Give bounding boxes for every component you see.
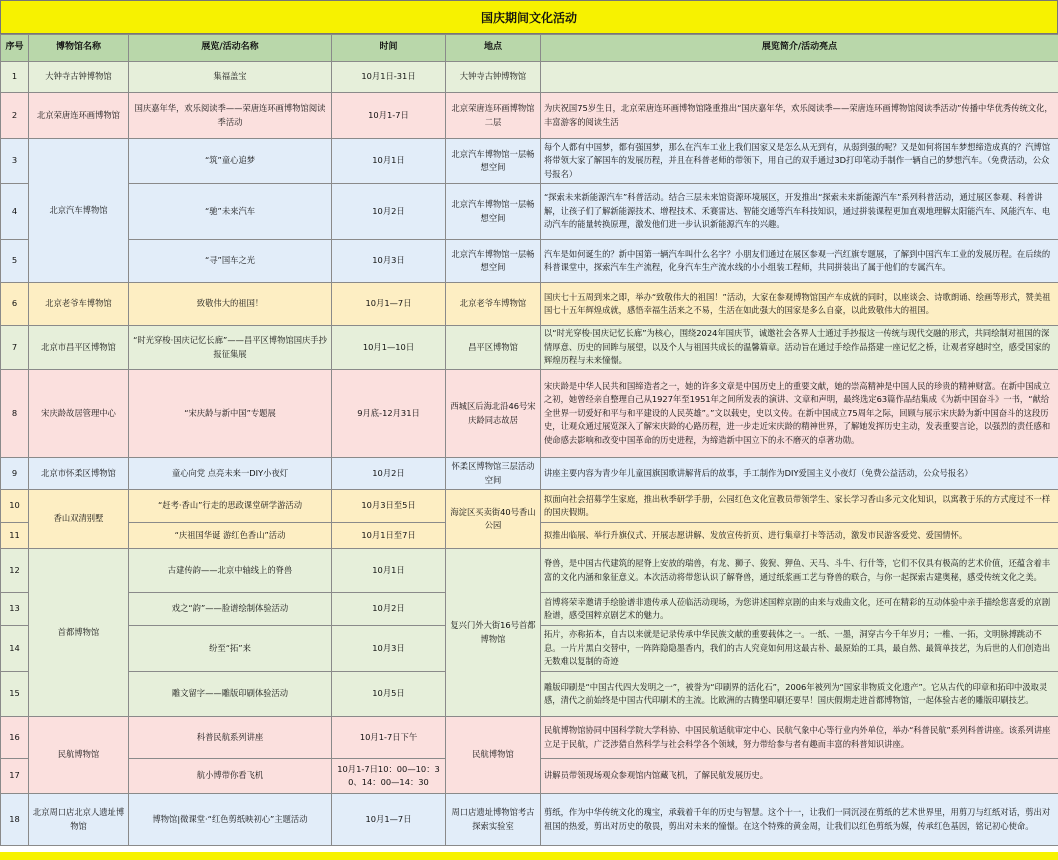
cell-desc: 拓片，亦称拓本，自古以来就是记录传承中华民族文献的重要载体之一。一纸、一墨，洞穿古今千年岁月；一椎、一拓，文明脉搏跳动不息。一片片黑白交替中，一阵阵隐隐墨香内，我们的古人究竟如何用这最古朴、最原始的工具，最自然、最简单技艺，为后世的人们创造出无数难以复制的奇迹 <box>541 626 1058 672</box>
cell-no: 17 <box>1 759 29 794</box>
cell-time: 10月1日-31日 <box>332 62 446 93</box>
table-row <box>1 139 1058 184</box>
cell-event: 雕文留字——雕版印刷体验活动 <box>129 672 332 717</box>
cell-time: 10月2日 <box>332 184 446 240</box>
cell-time: 10月1-7日 <box>332 93 446 139</box>
table-row <box>1 717 1058 759</box>
events-table <box>0 34 1058 846</box>
cell-event: 国庆嘉年华，欢乐阅读季——荣唐连环画博物馆阅读季活动 <box>129 93 332 139</box>
cell-time: 10月3日 <box>332 240 446 283</box>
cell-event: 博物馆|微课堂·“红色剪纸映初心”主题活动 <box>129 794 332 846</box>
cell-place: 北京汽车博物馆一层畅想空间 <box>446 240 541 283</box>
cell-no: 14 <box>1 626 29 672</box>
cell-time: 10月1日 <box>332 549 446 593</box>
cell-museum: 北京汽车博物馆 <box>29 139 129 283</box>
cell-event: “驰”未来汽车 <box>129 184 332 240</box>
table-row <box>1 794 1058 846</box>
cell-time: 10月2日 <box>332 458 446 490</box>
table-row <box>1 93 1058 139</box>
cell-event: “筑”童心追梦 <box>129 139 332 184</box>
cell-no: 2 <box>1 93 29 139</box>
cell-place: 北京老爷车博物馆 <box>446 283 541 326</box>
header-museum: 博物馆名称 <box>29 35 129 62</box>
table-row <box>1 490 1058 523</box>
cell-desc: 为庆祝国75岁生日，北京荣唐连环画博物馆隆重推出“国庆嘉年华，欢乐阅读季——荣唐连环画博物馆阅读季活动”传播中华优秀传统文化，丰富游客的阅读生活 <box>541 93 1058 139</box>
table-row <box>1 326 1058 370</box>
table-row <box>1 549 1058 593</box>
cell-museum: 民航博物馆 <box>29 717 129 794</box>
cell-desc: 脊兽，是中国古代建筑的屋脊上安放的瑞兽，有龙、狮子、狻猊、狎鱼、天马、斗牛、行什等，它们不仅具有极高的艺术价值，还蕴含着丰富的文化内涵和象征意义。本次活动将带您认识了解脊兽，通过纸浆画工艺与脊兽的联合，与你一起探索古建奥秘，感受传统文化之美。 <box>541 549 1058 593</box>
cell-time: 10月3日 <box>332 626 446 672</box>
cell-time: 10月1—7日 <box>332 794 446 846</box>
table-row <box>1 458 1058 490</box>
cell-no: 3 <box>1 139 29 184</box>
cell-event: 集福盖宝 <box>129 62 332 93</box>
cell-no: 1 <box>1 62 29 93</box>
cell-desc: 雕版印刷是“中国古代四大发明之一”，被誉为“印刷界的活化石”，2006年被列为“国家非物质文化遗产”。它从古代的印章和拓印中汲取灵感，清代之前始终是中国古代印刷术的主流。比欧洲的古腾堡印刷还要早！国庆假期走进首都博物馆，一起体验古老的雕版印刷技艺。 <box>541 672 1058 717</box>
cell-no: 6 <box>1 283 29 326</box>
cell-place: 复兴门外大街16号首都博物馆 <box>446 549 541 717</box>
cell-desc: 讲解员带领现场观众参观馆内馆藏飞机，了解民航发展历史。 <box>541 759 1058 794</box>
cell-museum: 北京周口店北京人遗址博物馆 <box>29 794 129 846</box>
bottom-strip <box>0 852 1058 860</box>
cell-event: “赶考·香山”行走的思政课堂研学游活动 <box>129 490 332 523</box>
cell-no: 18 <box>1 794 29 846</box>
cell-place: 北京汽车博物馆一层畅想空间 <box>446 184 541 240</box>
cell-place: 海淀区买卖街40号香山公园 <box>446 490 541 549</box>
cell-museum: 北京老爷车博物馆 <box>29 283 129 326</box>
cell-place: 怀柔区博物馆三层活动空间 <box>446 458 541 490</box>
header-desc: 展览简介/活动亮点 <box>541 35 1058 62</box>
cell-museum: 大钟寺古钟博物馆 <box>29 62 129 93</box>
table-row <box>1 370 1058 458</box>
cell-museum: 北京市昌平区博物馆 <box>29 326 129 370</box>
cell-no: 7 <box>1 326 29 370</box>
cell-no: 12 <box>1 549 29 593</box>
cell-event: 纷至“拓”来 <box>129 626 332 672</box>
cell-place: 北京汽车博物馆一层畅想空间 <box>446 139 541 184</box>
cell-place: 民航博物馆 <box>446 717 541 794</box>
cell-time: 10月1-7日10：00—10：30、14：00—14：30 <box>332 759 446 794</box>
table-row <box>1 62 1058 93</box>
header-time: 时间 <box>332 35 446 62</box>
cell-event: 古建传韵——北京中轴线上的脊兽 <box>129 549 332 593</box>
cell-place: 大钟寺古钟博物馆 <box>446 62 541 93</box>
cell-desc: 汽车是如何诞生的？新中国第一辆汽车叫什么名字？小朋友们通过在展区参观一汽红旗专题展，了解到中国汽车工业的发展历程。在后续的科普课堂中，探索汽车生产流程，化身汽车生产流水线的小小组装工程师，共同拼装出了属于他们的专属汽车。 <box>541 240 1058 283</box>
cell-no: 15 <box>1 672 29 717</box>
cell-time: 10月5日 <box>332 672 446 717</box>
cell-place: 西城区后海北沿46号宋庆龄同志故居 <box>446 370 541 458</box>
cell-museum: 北京荣唐连环画博物馆 <box>29 93 129 139</box>
cell-place: 北京荣唐连环画博物馆二层 <box>446 93 541 139</box>
cell-desc: “探索未来新能源汽车”科普活动。结合三层未来馆资源环境展区，开发推出“探索未来新能源汽车”系列科普活动，通过展区参观、科普讲解，让孩子们了解新能源技术、增程技术、禾赛雷达、智能交通等汽车科技知识，通过拼装课程更加直观地理解太阳能汽车、风能汽车、电动汽车的能量转换原理，激发他们进一步认识新能源汽车的兴趣。 <box>541 184 1058 240</box>
cell-no: 4 <box>1 184 29 240</box>
cell-no: 5 <box>1 240 29 283</box>
cell-desc: 拟推出临展、举行升旗仪式、开展志愿讲解、发放宣传折页、进行集章打卡等活动，激发市民游客爱党、爱国情怀。 <box>541 523 1058 549</box>
cell-desc: 讲座主要内容为青少年儿童国旗国歌讲解背后的故事，手工制作为DIY爱国主义小夜灯（免费公益活动，公众号报名） <box>541 458 1058 490</box>
cell-time: 10月2日 <box>332 593 446 626</box>
cell-time: 10月1—10日 <box>332 326 446 370</box>
cell-time: 10月1-7日下午 <box>332 717 446 759</box>
cell-desc: 首博将荣幸邀请手绘脸谱非遗传承人莅临活动现场，为您讲述国粹京剧的由来与戏曲文化，还可在精彩的互动体验中亲手描绘您喜爱的京剧脸谱，感受国粹京剧艺术的魅力。 <box>541 593 1058 626</box>
cell-time: 10月1日至7日 <box>332 523 446 549</box>
cell-museum: 首都博物馆 <box>29 549 129 717</box>
header-event: 展览/活动名称 <box>129 35 332 62</box>
cell-event: “寻”国车之光 <box>129 240 332 283</box>
table-row <box>1 283 1058 326</box>
cell-event: 童心向党 点亮未来一DIY小夜灯 <box>129 458 332 490</box>
cell-no: 13 <box>1 593 29 626</box>
cell-museum: 香山双清别墅 <box>29 490 129 549</box>
cell-event: “宋庆龄与新中国”专题展 <box>129 370 332 458</box>
cell-event: “庆祖国华诞 游红色香山”活动 <box>129 523 332 549</box>
cell-no: 8 <box>1 370 29 458</box>
header-row <box>1 35 1058 62</box>
header-place: 地点 <box>446 35 541 62</box>
cell-no: 9 <box>1 458 29 490</box>
cell-no: 10 <box>1 490 29 523</box>
cell-desc: 宋庆龄是中华人民共和国缔造者之一，她的许多文章是中国历史上的重要文献，她的崇高精神是中国人民的珍贵的精神财富。在新中国成立之初，她曾经亲自整理自己从1927年至1951年之间所发表的演讲、文章和声明，最终选定63篇作品结集成《为新中国奋斗》一书，“献给全世界一切爱好和平与和平建设的人民英雄”。”文以载史，史以文传。在新中国成立75周年之际，回顾与展示宋庆龄为新中国奋斗的这段历史，让观众通过展览深入了解宋庆龄的心路历程，进一步走近宋庆龄的精神世界，了解她发挥历史主动，发表重要言论，以强烈的责任感和使命感去影响和改变中国革命的历史进程，为缔造新中国立下的永不磨灭的卓著功勋。 <box>541 370 1058 458</box>
cell-museum: 北京市怀柔区博物馆 <box>29 458 129 490</box>
cell-desc: 拟面向社会招募学生家庭，推出秋季研学手册，公园红色文化宣教员带领学生、家长学习香山多元文化知识，以寓教于乐的方式度过不一样的国庆假期。 <box>541 490 1058 523</box>
cell-no: 11 <box>1 523 29 549</box>
cell-desc: 民航博物馆协同中国科学院大学科协、中国民航适航审定中心、民航气象中心等行业内外单位，举办“科普民航”系列科普讲座。该系列讲座立足于民航，广泛涉猎自然科学与社会科学各个领域，努力带给参与者有趣而丰富的科普知识讲座。 <box>541 717 1058 759</box>
cell-desc: 国庆七十五周到来之即，举办“致敬伟大的祖国！”活动，大家在参观博物馆国产车成就的同时，以座谈会、诗歌朗诵、绘画等形式，赞美祖国七十五年辉煌成就，感悟幸福生活来之不易，生活在如此强大的国家是多么自豪，以此致敬伟大的祖国。 <box>541 283 1058 326</box>
cell-event: 致敬伟大的祖国！ <box>129 283 332 326</box>
cell-desc <box>541 62 1058 93</box>
cell-time: 9月底-12月31日 <box>332 370 446 458</box>
cell-event: 航小博带你看飞机 <box>129 759 332 794</box>
cell-time: 10月3日至5日 <box>332 490 446 523</box>
cell-desc: 以“时光穿梭·国庆记忆长廊”为核心，围绕2024年国庆节，诚邀社会各界人士通过手抄报这一传统与现代交融的形式，共同绘制对祖国的深情厚意、历史的回眸与展望，以及个人与祖国共成长的温馨篇章。活动旨在通过手绘作品搭建一座记忆之桥，让观者穿越时空，感受国家的辉煌历程与未来憧憬。 <box>541 326 1058 370</box>
table-row <box>1 184 1058 240</box>
cell-time: 10月1—7日 <box>332 283 446 326</box>
cell-place: 周口店遗址博物馆考古探索实验室 <box>446 794 541 846</box>
cell-event: “时光穿梭·国庆记忆长廊”——昌平区博物馆国庆手抄报征集展 <box>129 326 332 370</box>
cell-museum: 宋庆龄故居管理中心 <box>29 370 129 458</box>
cell-place: 昌平区博物馆 <box>446 326 541 370</box>
cell-no: 16 <box>1 717 29 759</box>
cell-event: 科普民航系列讲座 <box>129 717 332 759</box>
cell-time: 10月1日 <box>332 139 446 184</box>
header-no: 序号 <box>1 35 29 62</box>
table-row <box>1 240 1058 283</box>
cell-desc: 每个人都有中国梦，都有强国梦，那么在汽车工业上我们国家又是怎么从无到有，从弱到强的呢？又是如何将国车梦想缔造成真的？汽博馆将带领大家了解国车的发展历程，并且在科普老师的带领下，用自己的双手通过3D打印笔动手制作一辆自己的梦想汽车。（免费活动，公众号报名） <box>541 139 1058 184</box>
cell-desc: 剪纸，作为中华传统文化的瑰宝，承载着千年的历史与智慧。这个十一，让我们一同沉浸在剪纸的艺术世界里，用剪刀与红纸对话，剪出对祖国的热爱，剪出对历史的敬畏，剪出对未来的憧憬。在这个特殊的黄金周，让我们以红色剪纸为媒，传承红色基因，铭记初心使命。 <box>541 794 1058 846</box>
cell-event: 戏之“韵”——脸谱绘制体验活动 <box>129 593 332 626</box>
sheet-title: 国庆期间文化活动 <box>0 0 1058 34</box>
